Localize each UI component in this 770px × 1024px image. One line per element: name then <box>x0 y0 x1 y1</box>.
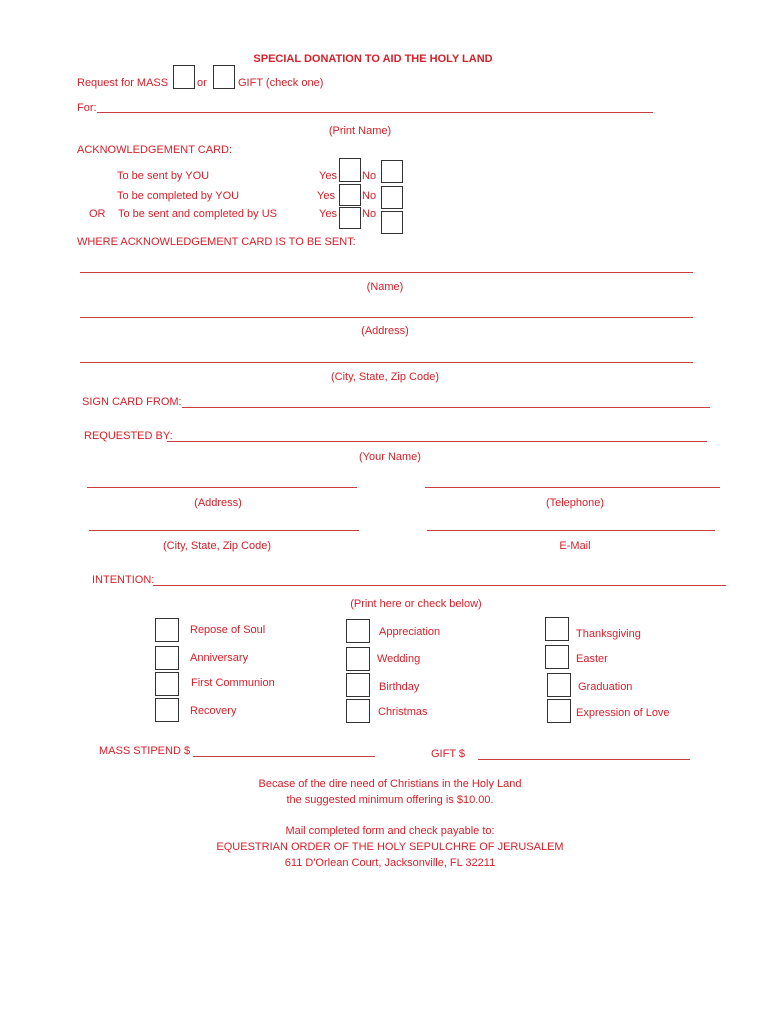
your-name-caption: (Your Name) <box>359 451 421 463</box>
intention-option: Thanksgiving <box>576 628 641 640</box>
sign-card-field[interactable] <box>182 407 710 408</box>
intention-option: Expression of Love <box>576 707 670 719</box>
ack-no-checkbox[interactable] <box>381 160 403 183</box>
intention-checkbox[interactable] <box>346 699 370 723</box>
ack-no-checkbox[interactable] <box>381 211 403 234</box>
intention-checkbox[interactable] <box>155 618 179 642</box>
requester-telephone-field[interactable] <box>425 487 720 488</box>
requester-email-field[interactable] <box>427 530 715 531</box>
ack-city-field[interactable] <box>80 362 693 363</box>
ack-yes-checkbox[interactable] <box>339 207 361 229</box>
form-title: SPECIAL DONATION TO AID THE HOLY LAND <box>253 53 493 65</box>
name-caption: (Name) <box>366 281 404 293</box>
requested-by-field[interactable] <box>167 441 707 442</box>
intention-option: Recovery <box>190 705 237 717</box>
intention-checkbox[interactable] <box>346 619 370 643</box>
mass-checkbox[interactable] <box>173 65 195 89</box>
ack-address-field[interactable] <box>80 317 693 318</box>
intention-option: Anniversary <box>190 652 249 664</box>
intention-checkbox[interactable] <box>545 645 569 669</box>
note-line-2: the suggested minimum offering is $10.00. <box>286 794 494 806</box>
intention-label: INTENTION: <box>92 574 155 586</box>
telephone-caption: (Telephone) <box>545 497 605 509</box>
ack-option: To be sent by YOU <box>117 170 210 182</box>
intention-field[interactable] <box>153 585 726 586</box>
for-label: For: <box>77 102 97 114</box>
ack-yes-label: Yes <box>317 190 335 202</box>
intention-checkbox[interactable] <box>346 647 370 671</box>
intention-checkbox[interactable] <box>346 673 370 697</box>
intention-option: Repose of Soul <box>190 624 266 636</box>
ack-no-label: No <box>362 190 377 202</box>
intention-checkbox[interactable] <box>545 617 569 641</box>
ack-yes-label: Yes <box>319 208 337 220</box>
intention-option: Wedding <box>377 653 421 665</box>
ack-no-label: No <box>362 170 377 182</box>
intention-checkbox[interactable] <box>547 699 571 723</box>
intention-option: Christmas <box>378 706 428 718</box>
ack-no-label: No <box>362 208 377 220</box>
gift-check-label: GIFT (check one) <box>238 77 324 89</box>
ack-yes-label: Yes <box>319 170 337 182</box>
ack-option: To be sent and completed by US <box>118 208 277 220</box>
request-label: Request for MASS <box>77 77 169 89</box>
requester-address-field[interactable] <box>87 487 357 488</box>
for-field[interactable] <box>97 112 653 113</box>
ack-no-checkbox[interactable] <box>381 186 403 209</box>
intention-option: Appreciation <box>379 626 441 638</box>
note-line-1: Becase of the dire need of Christians in the Holy Land <box>258 778 522 790</box>
ack-yes-checkbox[interactable] <box>339 184 361 206</box>
intention-option: Birthday <box>379 681 420 693</box>
or-label: or <box>197 77 207 89</box>
intention-checkbox[interactable] <box>547 673 571 697</box>
print-or-check-caption: (Print here or check below) <box>350 598 482 610</box>
intention-checkbox[interactable] <box>155 672 179 696</box>
mass-stipend-field[interactable] <box>193 756 375 757</box>
gift-amount-label: GIFT $ <box>431 748 466 760</box>
city-caption: (City, State, Zip Code) <box>331 371 439 383</box>
email-caption: E-Mail <box>559 540 591 552</box>
mail-line-3: 611 D'Orlean Court, Jacksonville, FL 32211 <box>284 857 496 869</box>
gift-amount-field[interactable] <box>478 759 690 760</box>
requester-city-caption: (City, State, Zip Code) <box>163 540 271 552</box>
address-caption: (Address) <box>361 325 409 337</box>
gift-checkbox[interactable] <box>213 65 235 89</box>
requester-city-field[interactable] <box>89 530 359 531</box>
mass-stipend-label: MASS STIPEND $ <box>99 745 191 757</box>
intention-checkbox[interactable] <box>155 646 179 670</box>
requester-address-caption: (Address) <box>194 497 242 509</box>
where-sent-heading: WHERE ACKNOWLEDGEMENT CARD IS TO BE SENT: <box>77 236 356 248</box>
intention-option: First Communion <box>191 677 275 689</box>
print-name-caption: (Print Name) <box>328 125 392 137</box>
intention-option: Easter <box>576 653 608 665</box>
ack-yes-checkbox[interactable] <box>339 158 361 182</box>
mail-line-1: Mail completed form and check payable to: <box>285 825 495 837</box>
intention-checkbox[interactable] <box>155 698 179 722</box>
ack-or-label: OR <box>89 208 106 220</box>
ack-name-field[interactable] <box>80 272 693 273</box>
intention-option: Graduation <box>578 681 633 693</box>
ack-heading: ACKNOWLEDGEMENT CARD: <box>77 144 233 156</box>
ack-option: To be completed by YOU <box>117 190 240 202</box>
mail-line-2: EQUESTRIAN ORDER OF THE HOLY SEPULCHRE OF JERUSALEM <box>216 841 564 853</box>
requested-by-label: REQUESTED BY: <box>84 430 173 442</box>
sign-card-label: SIGN CARD FROM: <box>82 396 182 408</box>
